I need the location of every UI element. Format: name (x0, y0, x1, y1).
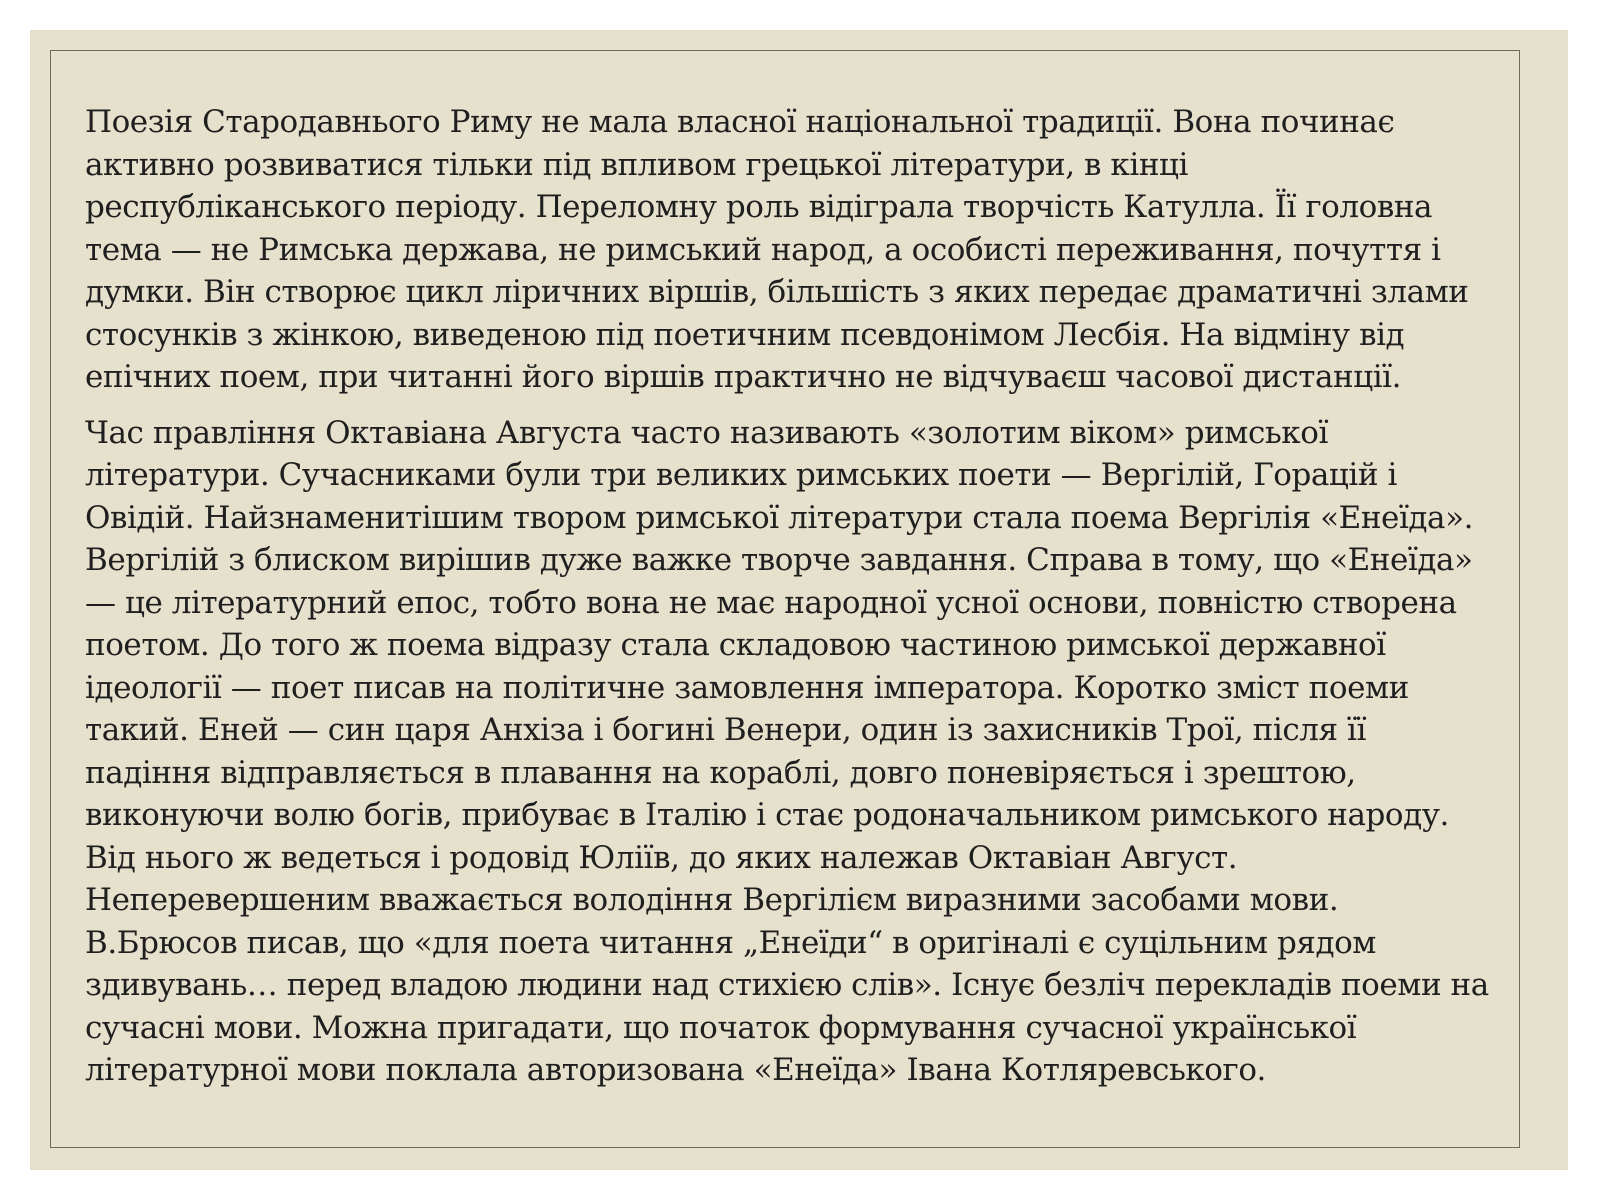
slide-frame (50, 50, 1520, 1148)
paragraph-catullus: Поезія Стародавнього Риму не мала власної національної традиції. Вона починає активно розвиватися тільки під впливом грецької літератури, в кінці республіканського періоду. Переломну роль відіграла творчість Катулла. Її головна тема — не Римська держава, не римський народ, а особисті переживання, почуття і думки. Він створює цикл ліричних віршів, більшість з яких передає драматичні злами стосунків з жінкою, виведеною під поетичним псевдонімом Лесбія. На відміну від епічних поем, при читанні його віршів практично не відчуваєш часової дистанції. (85, 104, 1469, 395)
text-body (85, 101, 1495, 1092)
paragraph-augustus-virgil: Час правління Октавіана Августа часто називають «золотим віком» римської літератури. Сучасниками були три великих римських поети — Вергілій, Горацій і Овідій. Найзнаменитішим твором римської літератури стала поема Вергілія «Енеїда». Вергілій з блиском вирішив дуже важке творче завдання. Справа в тому, що «Енеїда» — це літературний епос, тобто вона не має народної усної основи, повністю створена поетом. До того ж поема відразу стала складовою частиною римської державної ідеології — поет писав на політичне замовлення імператора. Коротко зміст поеми такий. Еней — син царя Анхіза і богині Венери, один із захисників Трої, після її падіння відправляється в плавання на кораблі, довго поневіряється і зрештою, виконуючи волю богів, прибуває в Італію і стає родоначальником римського народу. Від нього ж ведеться і родовід Юліїв, до яких належав Октавіан Август. Неперевершеним вважається володіння Вергілієм виразними засобами мови. В.Брюсов писав, що «для поета читання „Енеїди“ в оригіналі є суцільним рядом здивувань… перед владою людини над стихією слів». Існує безліч перекладів поеми на сучасні мови. Можна пригадати, що початок формування сучасної української літературної мови поклала авторизована «Енеїда» Івана Котляревського. (85, 414, 1489, 1088)
slide (30, 30, 1568, 1170)
